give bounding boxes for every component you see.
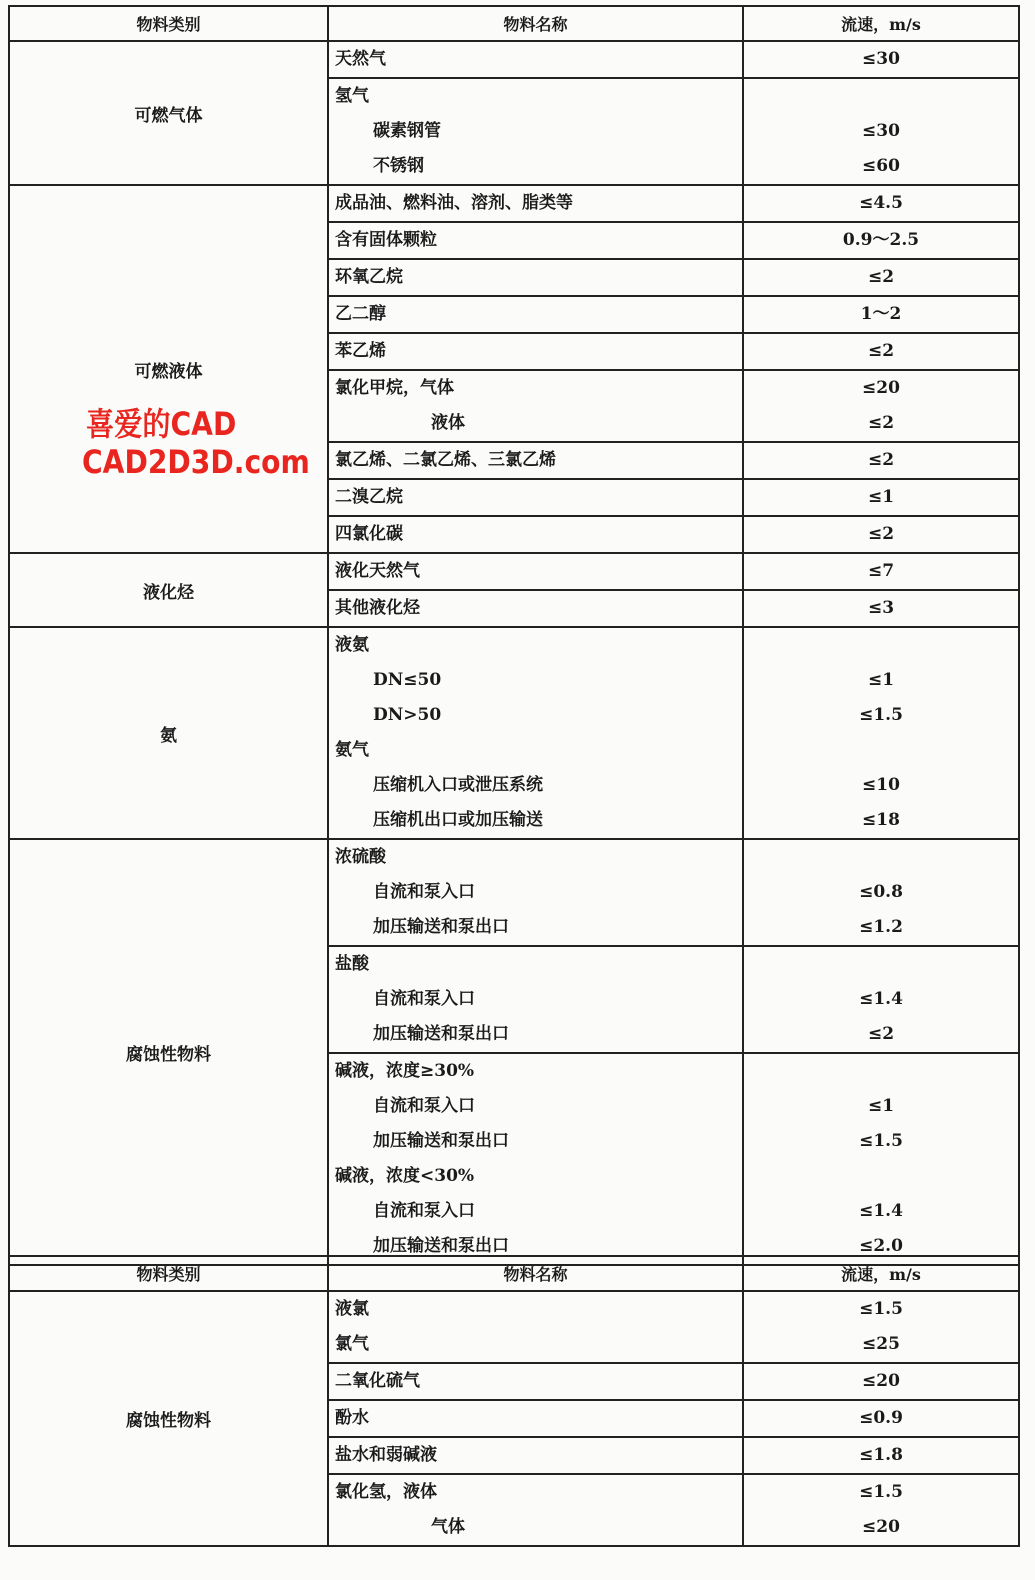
material-name-cell [328,41,743,78]
material-name: 自流和泵入口 [373,882,475,902]
category-cell: 腐蚀性物料 [9,1291,328,1546]
flow-speed-value: 0.9～2.5 [842,230,920,250]
flow-speed-cell [743,442,1019,479]
category-cell: 液化烃 [9,553,328,627]
material-name-cell [328,1291,743,1363]
material-name-cell [328,1053,743,1265]
material-name: 苯乙烯 [335,341,386,361]
material-name: 液氨 [335,635,369,655]
flow-speed-value: 1～2 [860,304,902,324]
flow-speed-value: ≤10 [862,775,900,795]
material-name: 浓硫酸 [335,847,386,867]
flow-speed-value: ≤1.4 [859,989,903,1009]
watermark-line1: 喜爱的CAD [86,405,237,443]
flow-speed-value: ≤2 [867,524,895,544]
flow-speed-cell [743,553,1019,590]
flow-speed-cell [743,78,1019,185]
material-name: 液化天然气 [335,561,420,581]
material-name-cell [328,946,743,1053]
flow-speed-cell [743,516,1019,553]
material-name: 压缩机出口或加压输送 [373,810,543,830]
flow-speed-cell [743,1400,1019,1437]
material-name: 酚水 [335,1408,369,1428]
material-name-cell [328,479,743,516]
header-row [9,6,1019,41]
flow-speed-value: ≤20 [862,1371,900,1391]
flow-speed-cell [743,296,1019,333]
flow-speed-value: ≤4.5 [859,193,903,213]
material-name-cell [328,627,743,839]
flow-speed-value: ≤1 [867,1096,895,1116]
material-name-cell [328,839,743,946]
material-name-cell [328,442,743,479]
flow-speed-value: ≤3 [867,598,895,618]
header-speed: 流速，m/s [743,1256,1019,1291]
material-name: DN>50 [373,705,442,725]
material-name-cell [328,333,743,370]
flow-speed-value: ≤2 [867,1024,895,1044]
flow-speed-value: ≤30 [862,49,900,69]
flow-speed-value: ≤60 [862,156,900,176]
watermark-line2: CAD2D3D.com [82,443,310,481]
material-name-cell [328,370,743,442]
flow-speed-cell [743,1053,1019,1265]
material-name: 二氧化硫气 [335,1371,420,1391]
material-name: DN≤50 [373,670,442,690]
flow-speed-table-2 [8,1255,1020,1547]
material-name: 碱液，浓度≥30% [335,1061,475,1081]
material-name: 碱液，浓度<30% [335,1166,475,1186]
material-name: 加压输送和泵出口 [373,1236,509,1256]
material-name-cell [328,1474,743,1546]
flow-speed-cell [743,590,1019,627]
flow-speed-value [744,733,1018,768]
material-name-cell [328,1400,743,1437]
material-name: 氯化甲烷，气体 [335,378,454,398]
flow-speed-value: ≤1.5 [859,1131,903,1151]
flow-speed-value: ≤1.5 [859,705,903,725]
table-row [9,41,1019,78]
flow-speed-value: ≤1.5 [859,1299,903,1319]
material-name: 环氧乙烷 [335,267,403,287]
material-name: 加压输送和泵出口 [373,1024,509,1044]
flow-speed-cell [743,946,1019,1053]
flow-speed-cell [743,1291,1019,1363]
material-name-cell [328,590,743,627]
category-cell: 可燃液体 [9,185,328,553]
table-row [9,185,1019,222]
material-name-cell [328,222,743,259]
table-row [9,839,1019,946]
flow-speed-cell [743,627,1019,839]
flow-speed-value: ≤18 [862,810,900,830]
flow-speed-value: ≤1 [867,487,895,507]
header-speed: 流速，m/s [743,6,1019,41]
material-name: 盐水和弱碱液 [335,1445,437,1465]
header-name: 物料名称 [328,1256,743,1291]
material-name: 氢气 [335,86,369,106]
material-name: 压缩机入口或泄压系统 [373,775,543,795]
flow-speed-value [744,947,1018,982]
material-name: 碳素钢管 [373,121,441,141]
material-name-cell [328,296,743,333]
flow-speed-value: ≤1.8 [859,1445,903,1465]
flow-speed-value: ≤25 [862,1334,900,1354]
flow-speed-value: ≤2 [867,450,895,470]
flow-speed-value: ≤2 [867,267,895,287]
material-name: 四氯化碳 [335,524,403,544]
flow-speed-cell [743,370,1019,442]
flow-speed-value: ≤20 [862,1517,900,1537]
material-name: 其他液化烃 [335,598,420,618]
flow-speed-cell [743,41,1019,78]
flow-speed-value [744,79,1018,114]
flow-speed-value: ≤0.8 [859,882,903,902]
flow-speed-value: ≤1.4 [859,1201,903,1221]
material-name: 氨气 [335,740,369,760]
table-row [9,553,1019,590]
material-name: 气体 [431,1517,465,1537]
flow-speed-cell [743,1437,1019,1474]
flow-speed-value [744,628,1018,663]
material-name: 氯化氢，液体 [335,1482,437,1502]
flow-speed-value: ≤2 [867,341,895,361]
flow-speed-cell [743,222,1019,259]
flow-speed-cell [743,479,1019,516]
table-row [9,1291,1019,1363]
material-name-cell [328,259,743,296]
flow-speed-value: ≤30 [862,121,900,141]
material-name: 自流和泵入口 [373,989,475,1009]
material-name: 自流和泵入口 [373,1201,475,1221]
flow-speed-cell [743,839,1019,946]
material-name-cell [328,516,743,553]
material-name: 成品油、燃料油、溶剂、脂类等 [335,193,573,213]
flow-speed-value [744,840,1018,875]
flow-speed-value: ≤1.5 [859,1482,903,1502]
material-name: 盐酸 [335,954,369,974]
material-name: 含有固体颗粒 [335,230,437,250]
material-name: 氯气 [335,1334,369,1354]
material-name: 不锈钢 [373,156,424,176]
category-cell: 氨 [9,627,328,839]
material-name: 氯乙烯、二氯乙烯、三氯乙烯 [335,450,556,470]
flow-speed-cell [743,185,1019,222]
material-name: 天然气 [335,49,386,69]
watermark [82,405,310,481]
category-cell: 可燃气体 [9,41,328,185]
flow-speed-cell [743,333,1019,370]
flow-speed-value [744,1159,1018,1194]
flow-speed-cell [743,1474,1019,1546]
flow-speed-cell [743,259,1019,296]
flow-speed-value: ≤2 [867,413,895,433]
flow-speed-cell [743,1363,1019,1400]
flow-speed-value [744,1054,1018,1089]
material-name: 液氯 [335,1299,369,1319]
material-name: 自流和泵入口 [373,1096,475,1116]
flow-speed-value: ≤7 [867,561,895,581]
flow-speed-value: ≤0.9 [859,1408,903,1428]
flow-speed-value: ≤1.2 [859,917,903,937]
material-name: 加压输送和泵出口 [373,1131,509,1151]
flow-speed-value: ≤2.0 [859,1236,903,1256]
flow-speed-table-1 [8,5,1020,1266]
material-name-cell [328,1363,743,1400]
header-category: 物料类别 [9,1256,328,1291]
material-name-cell [328,1437,743,1474]
header-category: 物料类别 [9,6,328,41]
material-name-cell [328,553,743,590]
table-row [9,627,1019,839]
category-cell: 腐蚀性物料 [9,839,328,1265]
material-name: 二溴乙烷 [335,487,403,507]
material-name-cell [328,185,743,222]
flow-speed-value: ≤20 [862,378,900,398]
header-name: 物料名称 [328,6,743,41]
header-row [9,1256,1019,1291]
material-name: 加压输送和泵出口 [373,917,509,937]
material-name: 液体 [431,413,465,433]
material-name: 乙二醇 [335,304,386,324]
material-name-cell [328,78,743,185]
flow-speed-value: ≤1 [867,670,895,690]
